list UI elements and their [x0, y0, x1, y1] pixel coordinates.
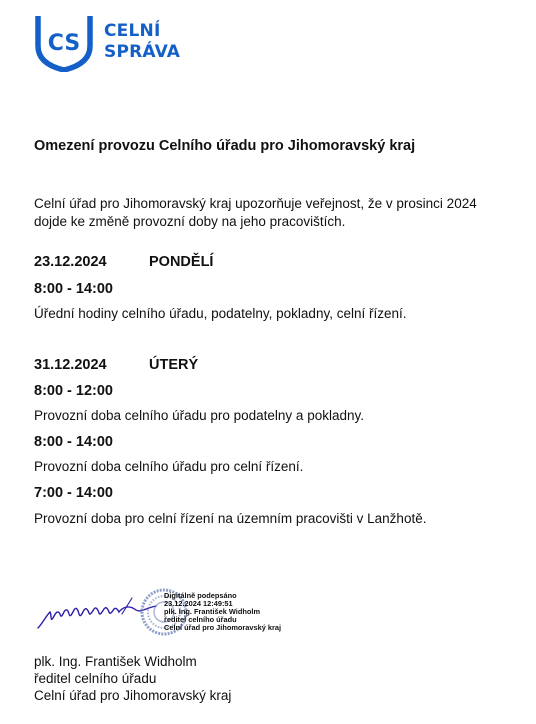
- logo-mark-text: CS: [47, 31, 81, 56]
- cs-shield-logo-icon: [34, 12, 94, 72]
- time-range: 8:00 - 12:00: [34, 383, 113, 399]
- day-name: PONDĚLÍ: [149, 254, 214, 270]
- signature-timestamp: 23.12.2024 12:49:51: [164, 599, 233, 608]
- day-name: ÚTERÝ: [149, 357, 199, 373]
- signatory-office: Celní úřad pro Jihomoravský kraj: [34, 688, 232, 703]
- time-description: Provozní doba celního úřadu pro celní řízení.: [34, 459, 304, 474]
- signature-office: Celní úřad pro Jihomoravský kraj: [164, 623, 282, 632]
- signature-signer: plk. Ing. František Widholm: [164, 607, 261, 616]
- day-date: 31.12.2024: [34, 357, 107, 373]
- time-description: Provozní doba celního úřadu pro podatelny a pokladny.: [34, 408, 364, 423]
- time-description: Provozní doba pro celní řízení na územním pracovišti v Lanžhotě.: [34, 511, 427, 526]
- signatory-name: plk. Ing. František Widholm: [34, 654, 197, 669]
- time-range: 8:00 - 14:00: [34, 281, 113, 297]
- signature-role: ředitel celního úřadu: [164, 615, 237, 624]
- signatory-role: ředitel celního úřadu: [34, 671, 157, 686]
- logo-line-1: CELNÍ: [104, 21, 161, 41]
- logo-line-2: SPRÁVA: [104, 42, 181, 62]
- intro-line-1: Celní úřad pro Jihomoravský kraj upozorňuje veřejnost, že v prosinci 2024: [34, 196, 477, 211]
- day-heading: [34, 254, 214, 270]
- celni-sprava-logo: [34, 12, 180, 72]
- time-range: 8:00 - 14:00: [34, 434, 113, 450]
- time-description: Úřední hodiny celního úřadu, podatelny, pokladny, celní řízení.: [34, 306, 407, 321]
- day-date: 23.12.2024: [34, 254, 107, 270]
- intro-line-2: dojde ke změně provozní doby na jeho pracovištích.: [34, 214, 346, 229]
- signature-label: Digitálně podepsáno: [164, 591, 237, 600]
- digital-signature: [36, 586, 336, 646]
- document-title: Omezení provozu Celního úřadu pro Jihomoravský kraj: [34, 138, 416, 154]
- day-heading: [34, 357, 199, 373]
- signature-details: [164, 592, 281, 632]
- logo-wordmark: [104, 21, 180, 63]
- intro-paragraph: [34, 195, 534, 231]
- signatory-block: [34, 653, 231, 704]
- time-range: 7:00 - 14:00: [34, 485, 113, 501]
